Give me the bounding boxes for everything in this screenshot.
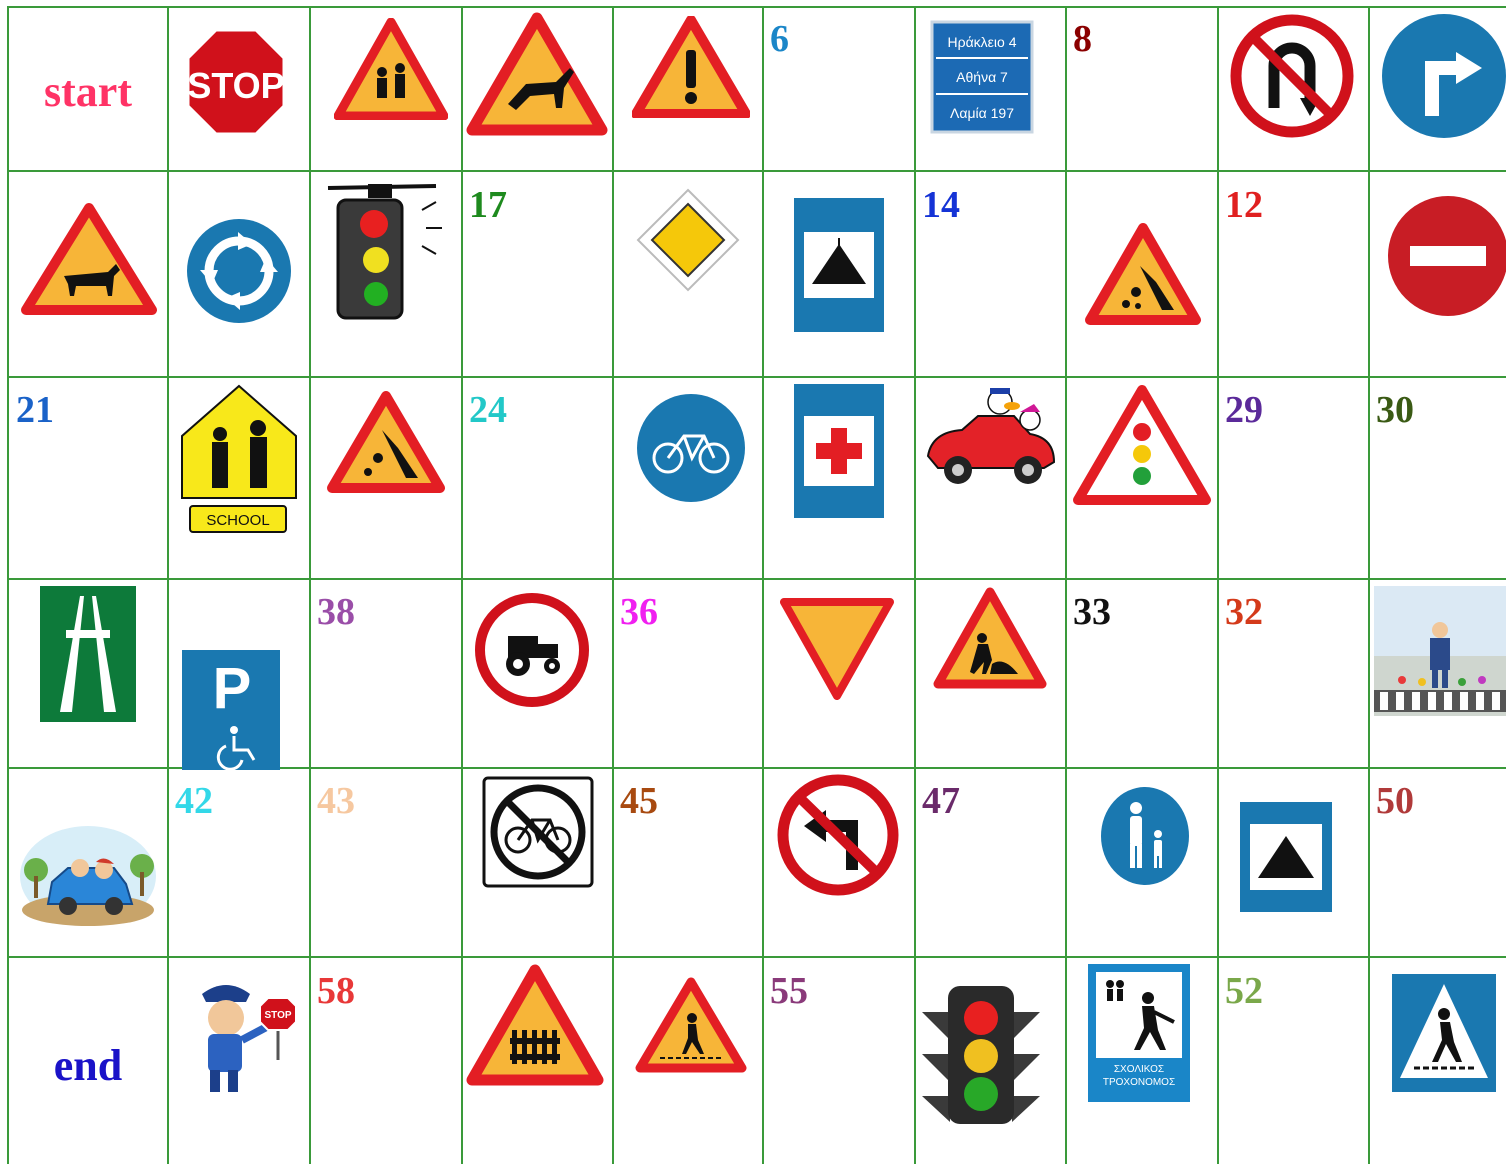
falling-rocks-warning-icon — [326, 390, 446, 494]
end-label: end — [53, 1041, 123, 1090]
direction-line-3: Λαμία 197 — [950, 105, 1014, 121]
square-number: 47 — [922, 780, 960, 822]
grid-line — [7, 170, 1506, 172]
square-number: 21 — [16, 389, 54, 431]
square-number: 32 — [1225, 591, 1263, 633]
general-danger-warning-icon — [632, 16, 750, 118]
square-number: 29 — [1225, 389, 1263, 431]
grid-line — [7, 578, 1506, 580]
stop-sign-text: STOP — [187, 65, 285, 106]
grid-line — [914, 6, 916, 1164]
pedestrian-crossing-warning-icon — [634, 976, 748, 1074]
grid-line — [7, 956, 1506, 958]
svg-text:P: P — [212, 656, 252, 721]
square-number: 30 — [1376, 389, 1414, 431]
square-number: 6 — [770, 18, 789, 60]
grid-line — [1217, 6, 1219, 1164]
falling-rocks-warning-icon — [1084, 222, 1202, 326]
school-warden-sign-icon — [1088, 964, 1190, 1102]
direction-line-1: Ηράκλειο 4 — [947, 34, 1017, 50]
no-bicycles-sign-icon — [482, 776, 594, 888]
square-number: 24 — [469, 389, 507, 431]
direction-sign-icon — [930, 20, 1034, 134]
grid-line — [1065, 6, 1067, 1164]
level-crossing-barrier-warning-icon — [466, 964, 604, 1086]
school-crossing-sign-icon — [180, 384, 298, 536]
square-number: 33 — [1073, 591, 1111, 633]
square-number: 17 — [469, 184, 507, 226]
pedestrian-path-sign-icon — [1100, 786, 1190, 886]
direction-line-2: Αθήνα 7 — [956, 69, 1008, 85]
family-car-cartoon-icon — [18, 816, 158, 928]
school-warden-text-2: ΤΡΟΧΟΝΟΜΟΣ — [1102, 1077, 1176, 1088]
no-tractors-sign-icon — [474, 592, 590, 708]
school-sign-text: SCHOOL — [206, 512, 270, 529]
camping-site-sign-icon — [794, 198, 884, 332]
first-aid-sign-icon — [794, 384, 884, 518]
grid-line — [461, 6, 463, 1164]
grid-line — [167, 6, 169, 1164]
school-warden-text-1: ΣΧΟΛΙΚΟΣ — [1113, 1064, 1165, 1075]
square-number: 38 — [317, 591, 355, 633]
grid-line — [309, 6, 311, 1164]
square-number: 52 — [1225, 970, 1263, 1012]
no-u-turn-sign-icon — [1230, 14, 1354, 138]
camping-site-sign-icon — [1240, 802, 1332, 912]
grid-line — [7, 6, 1506, 8]
grid-line — [762, 6, 764, 1164]
cartoon-car-icon — [922, 386, 1060, 490]
square-number: 8 — [1073, 18, 1092, 60]
turn-right-mandatory-sign-icon — [1380, 12, 1506, 140]
roundabout-sign-icon — [186, 218, 292, 324]
no-entry-sign-icon — [1386, 194, 1506, 318]
cattle-warning-icon — [20, 202, 158, 316]
square-number: 36 — [620, 591, 658, 633]
grid-line — [1368, 6, 1370, 1164]
road-works-warning-icon — [932, 586, 1048, 690]
square-number: 58 — [317, 970, 355, 1012]
stop-sign-icon — [186, 28, 286, 136]
grid-line — [7, 376, 1506, 378]
square-number: 43 — [317, 780, 355, 822]
pedestrian-crossing-sign-icon — [1392, 974, 1496, 1092]
square-number: 12 — [1225, 184, 1263, 226]
grid-line — [612, 6, 614, 1164]
square-number: 45 — [620, 780, 658, 822]
traffic-officer-crosswalk-scene-icon — [1374, 586, 1506, 716]
police-officer-stop-icon — [180, 970, 300, 1100]
start-label: start — [44, 67, 132, 116]
square-number: 42 — [175, 780, 213, 822]
deer-crossing-warning-icon — [466, 12, 608, 136]
square-number: 55 — [770, 970, 808, 1012]
square-number: 14 — [922, 184, 960, 226]
traffic-signals-warning-icon — [1072, 384, 1212, 506]
no-left-turn-sign-icon — [776, 774, 900, 896]
grid-line — [7, 6, 9, 1164]
traffic-light-cartoon-icon — [326, 180, 446, 322]
yield-sign-icon — [780, 598, 894, 700]
disabled-parking-sign-icon — [182, 650, 280, 770]
priority-road-sign-icon — [636, 188, 740, 292]
children-crossing-warning-icon — [334, 18, 448, 120]
traffic-light-icon — [922, 984, 1040, 1126]
cycle-path-sign-icon — [634, 392, 748, 504]
motorway-sign-icon — [40, 586, 136, 722]
square-number: 50 — [1376, 780, 1414, 822]
policeman-stop-text: STOP — [264, 1010, 292, 1021]
